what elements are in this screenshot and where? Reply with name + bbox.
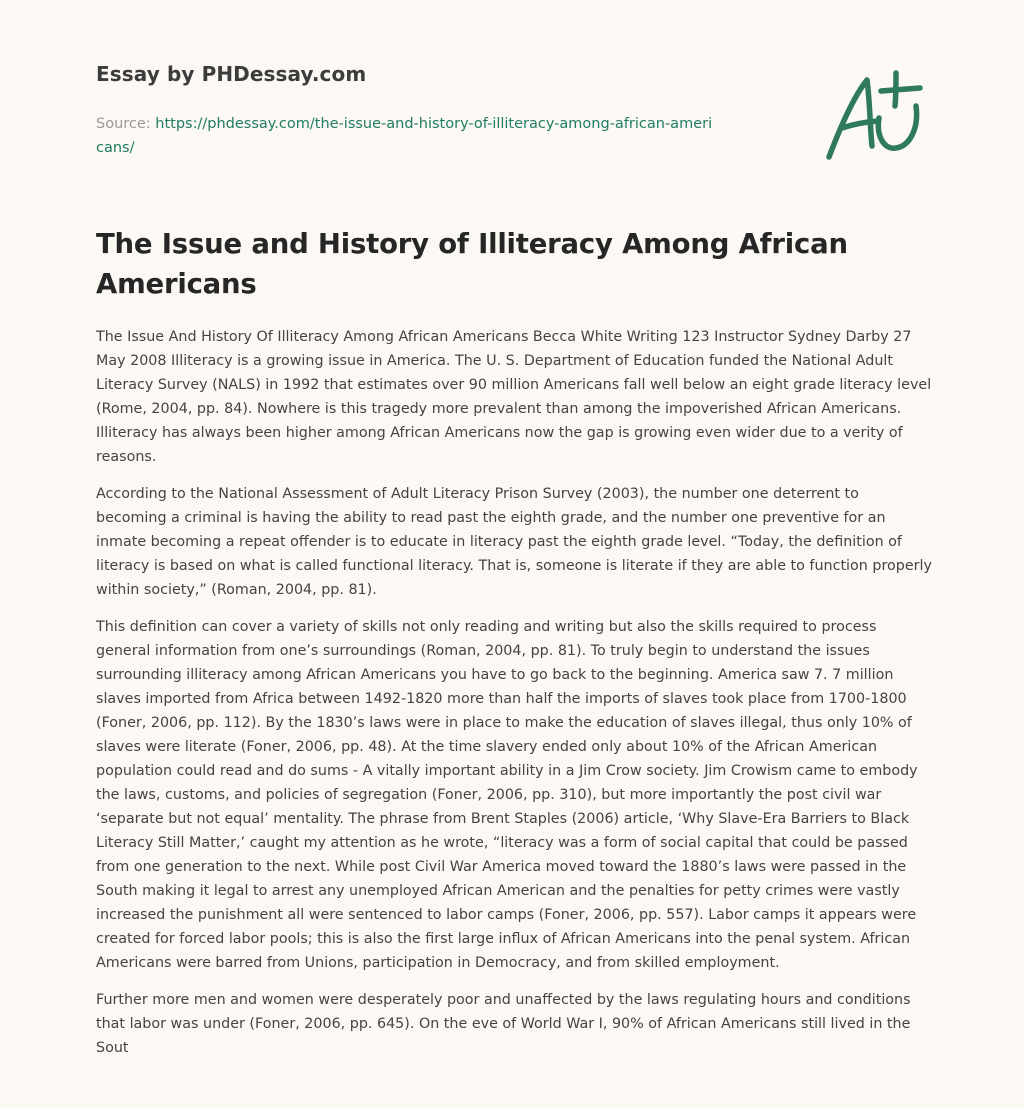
a-plus-logo-icon — [820, 66, 930, 166]
site-brand: Essay by PHDessay.com — [96, 62, 367, 86]
logo-a-stroke — [829, 80, 872, 157]
page-title: The Issue and History of Illiteracy Among African Americans — [96, 228, 848, 300]
source-line — [96, 112, 716, 160]
essay-paragraph: Further more men and women were desperately poor and unaffected by the laws regulating hours and conditions that labor was under (Foner, 2006, pp. 645). On the eve of World War I, 90% of African Americans still lived in the Sout — [96, 992, 911, 1056]
essay-body — [96, 325, 932, 1073]
header — [96, 62, 796, 160]
logo-plus-horizontal — [881, 88, 920, 91]
source-link[interactable]: https://phdessay.com/the-issue-and-history-of-illiteracy-among-african-americans/ — [96, 116, 713, 156]
logo-swoosh — [878, 106, 916, 148]
essay-paragraph: This definition can cover a variety of skills not only reading and writing but also the skills required to process general information from one’s surroundings (Roman, 2004, pp. 81). To truly begin to understand the issues surrounding illiteracy among African Americans you have to go back to the beginning. America saw 7. 7 million slaves imported from Africa between 1492-1820 more than half the imports of slaves took place from 1700-1800 (Foner, 2006, pp. 112). By the 1830’s laws were in place to make the education of slaves illegal, thus only 10% of slaves were literate (Foner, 2006, pp. 48). At the time slavery ended only about 10% of the African American population could read and do sums - A vitally important ability in a Jim Crow society. Jim Crowism came to embody the laws, customs, and policies of segregation (Foner, 2006, pp. 310), but more importantly the post civil war ‘separate but not equal’ mentality. The phrase from Brent Staples (2006) article, ‘Why Slave-Era Barriers to Black Literacy Still Matter,’ caught my attention as he wrote, “literacy was a form of social capital that could be passed from one generation to the next. While post Civil War America moved toward the 1880’s laws were passed in the South making it legal to arrest any unemployed African American and the penalties for petty crimes were vastly increased the punishment all were sentenced to labor camps (Foner, 2006, pp. 557). Labor camps it appears were created for forced labor pools; this is also the first large influx of African Americans into the penal system. African Americans were barred from Unions, participation in Democracy, and from skilled employment. — [96, 619, 918, 971]
essay-paragraph: According to the National Assessment of Adult Literacy Prison Survey (2003), the number one deterrent to becoming a criminal is having the ability to read past the eighth grade, and the number one preventive for an inmate becoming a repeat offender is to educate in literacy past the eighth grade level. “Today, the definition of literacy is based on what is called functional literacy. That is, someone is literate if they are able to function properly within society,” (Roman, 2004, pp. 81). — [96, 486, 932, 598]
source-label: Source: — [96, 116, 156, 132]
essay-paragraph: The Issue And History Of Illiteracy Among African Americans Becca White Writing 123 Instructor Sydney Darby 27 May 2008 Illiteracy is a growing issue in America. The U. S. Department of Education funded the National Adult Literacy Survey (NALS) in 1992 that estimates over 90 million Americans fall well below an eight grade literacy level (Rome, 2004, pp. 84). Nowhere is this tragedy more prevalent than among the impoverished African Americans. Illiteracy has always been higher among African Americans now the gap is growing even wider due to a verity of reasons. — [96, 329, 932, 465]
